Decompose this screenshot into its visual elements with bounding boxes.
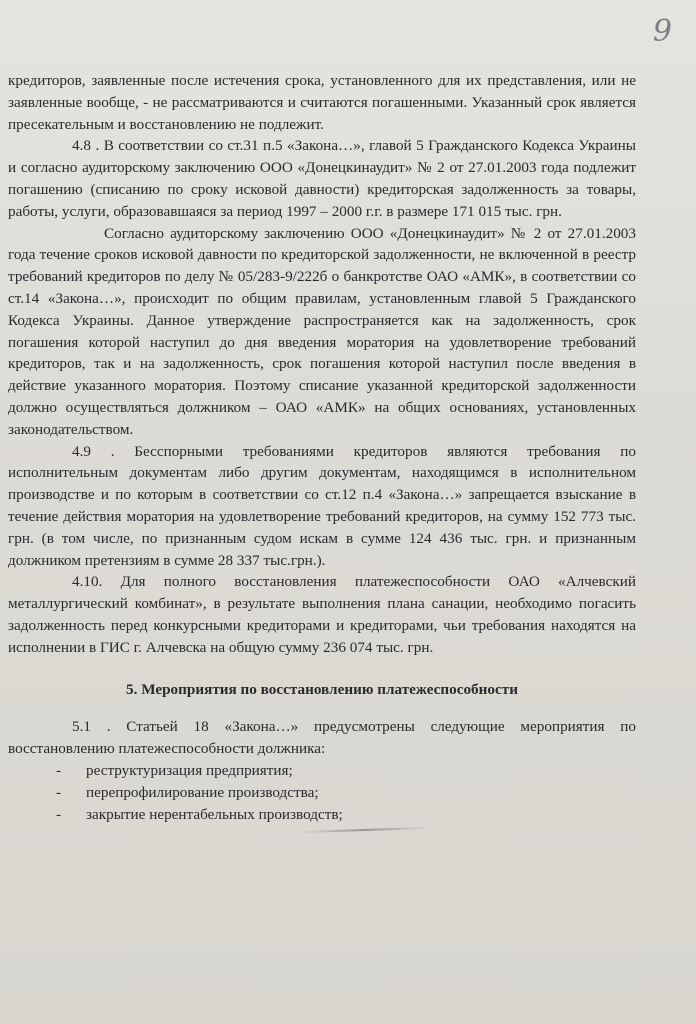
- paragraph-4-9: 4.9 . Бесспорными требованиями кредиторов являются требования по исполнительным документам либо другим документам, находящимся в исполнительном производстве и по которым в соответствии со ст.12 п.4 «Закона…» запрещается взыскание в течение действия моратория на удовлетворение требований кредиторов, на сумму 152 773 тыс. грн. (в том числе, по признанным судом искам в сумме 124 436 тыс. грн. и признанным должником претензиям в сумме 28 337 тыс.грн.).: [8, 442, 636, 569]
- list-item: - перепрофилирование производства;: [8, 782, 636, 804]
- list-item: - закрытие нерентабельных производств;: [8, 804, 636, 826]
- dash-icon: -: [56, 805, 62, 823]
- dash-icon: -: [56, 783, 62, 801]
- section-intro: 5.1 . Статьей 18 «Закона…» предусмотрены следующие мероприятия по восстановлению платежеспособности должника:: [8, 718, 636, 758]
- section-heading: 5. Мероприятия по восстановлению платежеспособности: [126, 680, 518, 698]
- paragraph-audit-conclusion: Согласно аудиторскому заключению ООО «Донецкинаудит» № 2 от 27.01.2003 года течение сроков исковой давности по кредиторской задолженности, не включенной в реестр требований кредиторов по делу № 05/283-9/222б о банкротстве ОАО «АМК», в соответствии со ст.14 «Закона…», происходит по общим правилам, установленным главой 5 Гражданского Кодекса Украины. Данное утверждение распространяется как на задолженность, срок погашения которой наступил до дня введения моратория на удовлетворение требований кредиторов, так и на задолженность, срок погашения которой наступил после введения в действие указанного моратория. Поэтому списание указанной кредиторской задолженности должно осуществляться должником – ОАО «АМК» на общих основаниях, установленных законодательством.: [8, 224, 636, 438]
- handwritten-page-number: 9: [652, 14, 672, 49]
- paragraph-continuation: кредиторов, заявленные после истечения срока, установленного для их представления, или не заявленные вообще, - не рассматриваются и считаются погашенными. Указанный срок является пресекательным и восстановлению не подлежит.: [8, 72, 636, 133]
- paragraph-4-10: 4.10. Для полного восстановления платежеспособности ОАО «Алчевский металлургический комбинат», в результате выполнения плана санации, необходимо погасить задолженность перед конкурсными кредиторами и кредиторами, чьи требования находятся на исполнении в ГИС г. Алчевска на общую сумму 236 074 тыс. грн.: [8, 573, 636, 656]
- dash-icon: -: [56, 761, 62, 779]
- pencil-mark: [300, 827, 430, 834]
- list-item: - реструктуризация предприятия;: [8, 760, 636, 782]
- paragraph-4-8: 4.8 . В соответствии со ст.31 п.5 «Закона…», главой 5 Гражданского Кодекса Украины и согласно аудиторскому заключению ООО «Донецкинаудит» № 2 от 27.01.2003 года подлежит погашению (списанию по сроку исковой давности) кредиторская задолженность за товары, работы, услуги, образовавшаяся за период 1997 – 2000 г.г. в размере 171 015 тыс. грн.: [8, 137, 636, 220]
- measures-list: [8, 760, 636, 825]
- document-body: [8, 70, 636, 825]
